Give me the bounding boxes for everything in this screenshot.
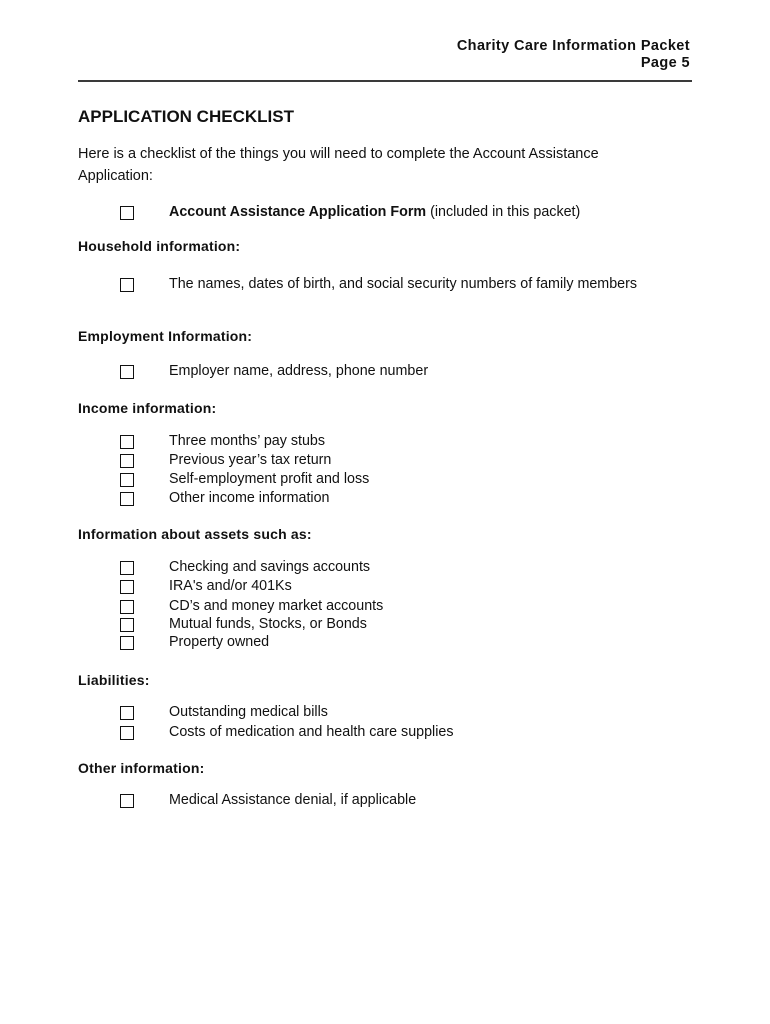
checkbox[interactable] [120,580,134,594]
checklist-item [120,470,370,489]
checkbox[interactable] [120,206,134,220]
intro-line-2: Application: [78,168,153,184]
checklist-item [120,558,371,577]
item-label: Costs of medication and health care supplies [169,724,454,740]
checkbox[interactable] [120,365,134,379]
item-label: Three months’ pay stubs [169,433,326,449]
page-number: Page 5 [640,55,690,71]
checkbox[interactable] [120,454,134,468]
item-label: CD’s and money market accounts [169,598,384,614]
item-label: Other income information [169,490,330,506]
checklist-item [120,362,429,381]
page-title: APPLICATION CHECKLIST [78,107,294,126]
checklist-item [120,723,454,742]
checklist-item-application-form [120,203,581,222]
checkbox[interactable] [120,492,134,506]
checkbox[interactable] [120,794,134,808]
page-header [457,38,690,72]
checklist-item [120,703,328,722]
checklist-item [120,451,332,470]
section-label-income: Income information: [78,400,217,416]
item-label: The names, dates of birth, and social security numbers of family members [169,276,638,292]
checkbox[interactable] [120,636,134,650]
item-label: Checking and savings accounts [169,559,371,575]
item-label-bold: Account Assistance Application Form [169,204,427,220]
item-label: Medical Assistance denial, if applicable [169,792,417,808]
checkbox[interactable] [120,278,134,292]
checkbox[interactable] [120,561,134,575]
checklist-item [120,489,330,508]
item-label: Property owned [169,634,270,650]
checkbox[interactable] [120,600,134,614]
checkbox[interactable] [120,473,134,487]
intro-line-1: Here is a checklist of the things you will need to complete the Account Assistance [78,146,599,162]
section-label-assets: Information about assets such as: [78,526,312,542]
section-label-liabilities: Liabilities: [78,672,150,688]
checklist-item [120,597,384,616]
section-label-household: Household information: [78,238,241,254]
item-label: IRA's and/or 401Ks [169,578,292,594]
checkbox[interactable] [120,435,134,449]
item-label: Mutual funds, Stocks, or Bonds [169,616,367,632]
checkbox[interactable] [120,706,134,720]
item-label: Previous year’s tax return [169,452,332,468]
item-label: Outstanding medical bills [169,704,328,720]
checklist-item [120,791,417,810]
checklist-item [120,432,326,451]
checkbox[interactable] [120,726,134,740]
section-label-other: Other information: [78,760,205,776]
checklist-item [120,633,270,652]
checkbox[interactable] [120,618,134,632]
section-label-employment: Employment Information: [78,328,253,344]
header-divider [78,80,692,82]
checklist-item [120,577,292,596]
packet-title: Charity Care Information Packet [456,38,690,54]
checklist-item [120,615,367,634]
checklist-item [120,275,638,294]
item-label: Employer name, address, phone number [169,363,429,379]
item-label-rest: (included in this packet) [426,204,581,220]
item-label [169,203,580,222]
item-label: Self-employment profit and loss [169,471,370,487]
intro-paragraph [78,143,678,187]
